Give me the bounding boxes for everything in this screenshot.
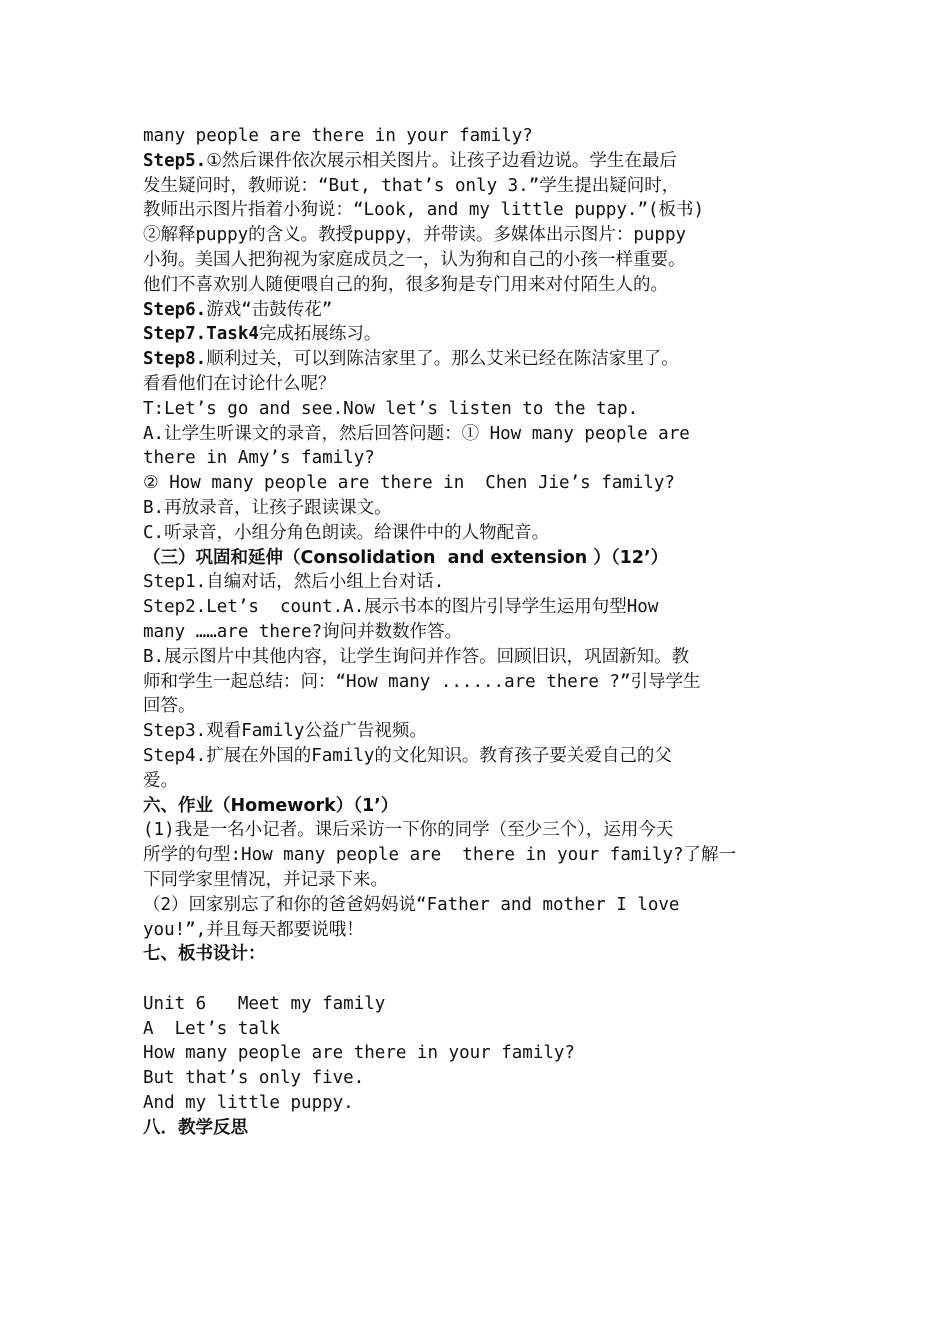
text-line: B.再放录音，让孩子跟读课文。 bbox=[143, 497, 392, 518]
section-heading-consolidation: （三）巩固和延伸（Consolidation and extension ）（12’） bbox=[143, 547, 669, 568]
text-line: many people are there in your family? bbox=[143, 126, 533, 146]
section-heading-board-design: 七、板书设计： bbox=[143, 944, 266, 965]
board-line: How many people are there in your family? bbox=[143, 1043, 575, 1064]
text-line: Step1.自编对话，然后小组上台对话. bbox=[143, 572, 445, 593]
text-line: 发生疑问时，教师说：“But, that’s only 3.”学生提出疑问时， bbox=[143, 175, 680, 196]
text-line: 爱。 bbox=[143, 770, 178, 791]
text-line: Step7.Task4完成拓展练习。 bbox=[143, 324, 382, 345]
text-line: 他们不喜欢别人随便喂自己的狗，很多狗是专门用来对付陌生人的。 bbox=[143, 274, 668, 295]
text-line: (1)我是一名小记者。课后采访一下你的同学（至少三个），运用今天 bbox=[143, 820, 674, 841]
text-line: 教师出示图片指着小狗说：“Look, and my little puppy.”(板书) bbox=[143, 200, 705, 221]
text-line: Step4.扩展在外国的Family的文化知识。教育孩子要关爱自己的父 bbox=[143, 745, 672, 766]
text-line: A.让学生听课文的录音，然后回答问题：① How many people are bbox=[143, 423, 690, 444]
text-line: 小狗。美国人把狗视为家庭成员之一，认为狗和自己的小孩一样重要。 bbox=[143, 249, 686, 270]
text-line: Step2.Let’s count.A.展示书本的图片引导学生运用句型How bbox=[143, 597, 659, 618]
board-line: But that’s only five. bbox=[143, 1068, 365, 1089]
text-line: ②解释puppy的含义。教授puppy，并带读。多媒体出示图片：puppy bbox=[143, 225, 687, 246]
text-line: ② How many people are there in Chen Jie’s family? bbox=[143, 473, 675, 494]
text-line: 下同学家里情况，并记录下来。 bbox=[143, 869, 388, 890]
text-line: （2）回家别忘了和你的爸爸妈妈说“Father and mother I love bbox=[143, 894, 680, 915]
text-line: Step6.游戏“击鼓传花” bbox=[143, 299, 333, 320]
text-line: you!”,并且每天都要说哦！ bbox=[143, 919, 364, 940]
text-line: 师和学生一起总结：问：“How many ......are there ?”引导学生 bbox=[143, 671, 701, 692]
text-line: 回答。 bbox=[143, 696, 196, 717]
text-line: Step8.顺利过关，可以到陈洁家里了。那么艾米已经在陈洁家里了。 bbox=[143, 349, 679, 370]
text-line: Step5.①然后课件依次展示相关图片。让孩子边看边说。学生在最后 bbox=[143, 150, 677, 171]
board-line: A Let’s talk bbox=[143, 1018, 280, 1039]
text-line: there in Amy’s family? bbox=[143, 448, 375, 469]
text-line: 所学的句型:How many people are there in your family?了解一 bbox=[143, 845, 737, 866]
document-page bbox=[143, 124, 823, 1141]
text-line: Step3.观看Family公益广告视频。 bbox=[143, 721, 427, 742]
text-line: many ……are there?询问并数数作答。 bbox=[143, 621, 463, 642]
text-line: 看看他们在讨论什么呢？ bbox=[143, 373, 336, 394]
section-heading-reflection: 八．教学反思 bbox=[143, 1117, 248, 1138]
blank-line bbox=[143, 967, 823, 992]
board-line: And my little puppy. bbox=[143, 1093, 354, 1114]
section-heading-homework: 六、作业（Homework）（1’） bbox=[143, 795, 399, 816]
text-line: C.听录音，小组分角色朗读。给课件中的人物配音。 bbox=[143, 522, 550, 543]
text-line: B.展示图片中其他内容，让学生询问并作答。回顾旧识，巩固新知。教 bbox=[143, 646, 690, 667]
text-line: T:Let’s go and see.Now let’s listen to the tap. bbox=[143, 398, 639, 419]
board-line: Unit 6 Meet my family bbox=[143, 993, 386, 1014]
